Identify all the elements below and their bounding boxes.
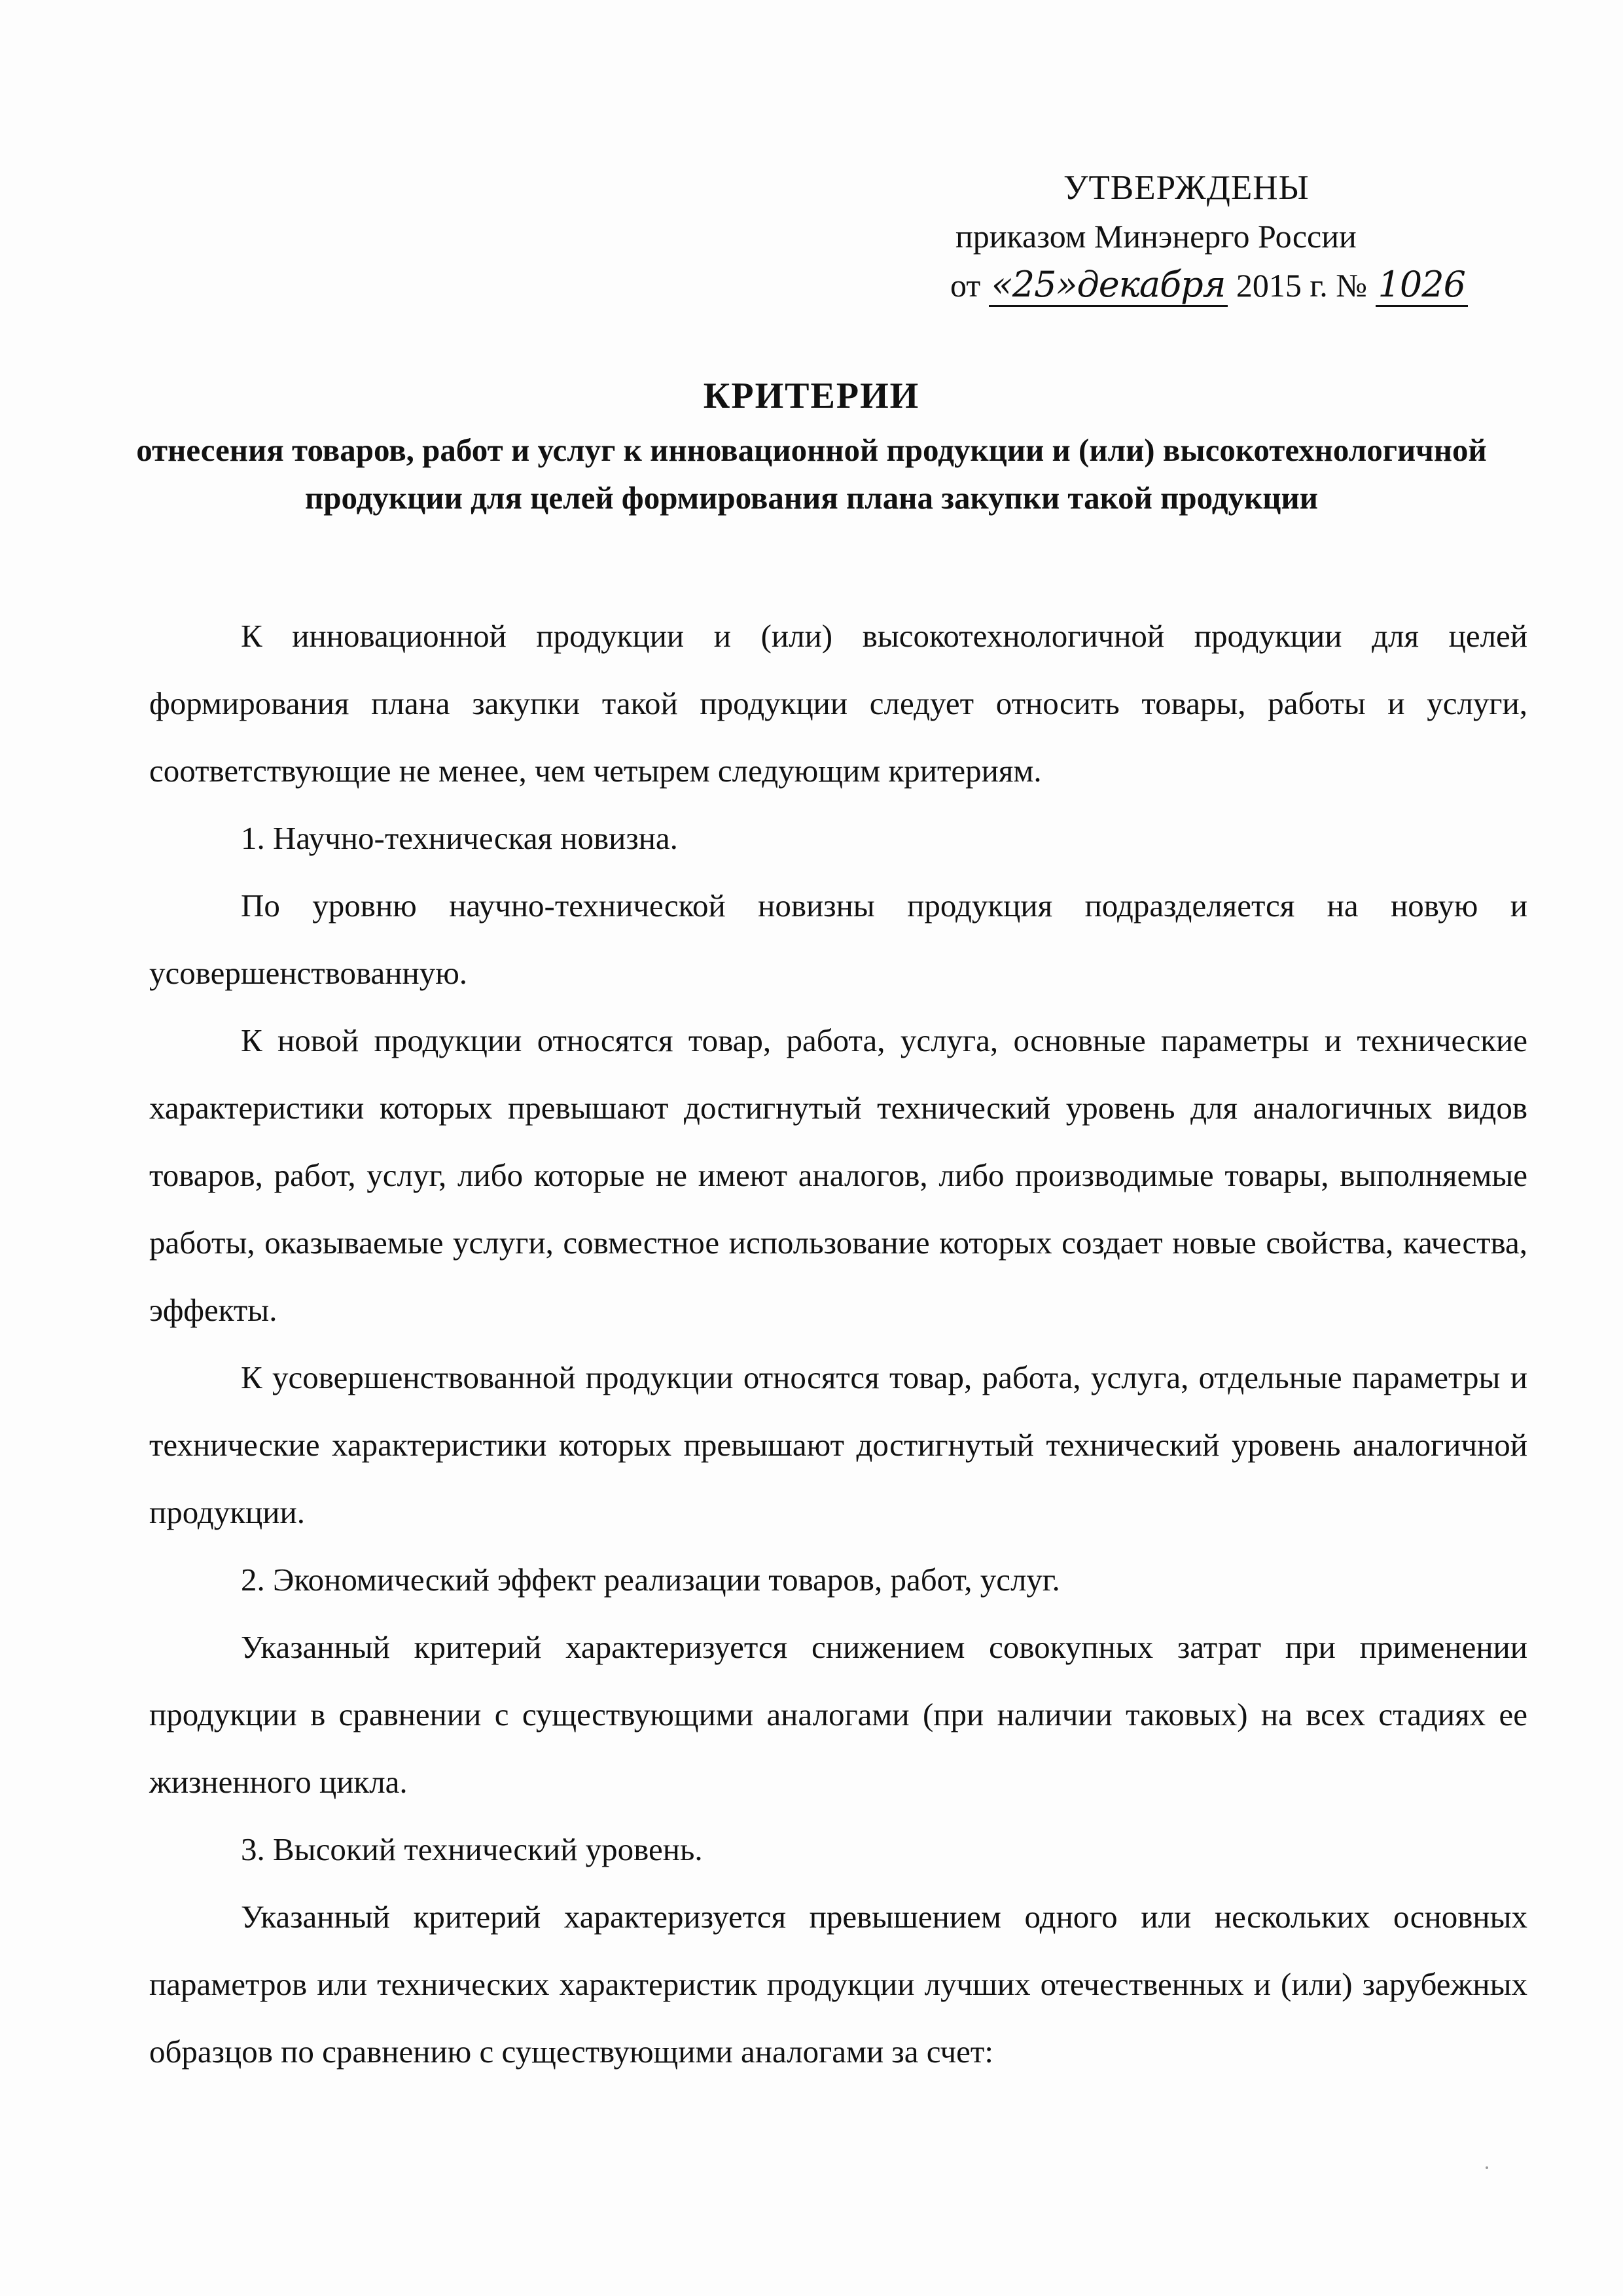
approved-label: УТВЕРЖДЕНЫ [1063,169,1310,207]
document-heading [98,370,1525,522]
order-date-line [950,260,1544,310]
date-prefix: от [950,267,981,304]
criterion-1-heading: 1. Научно-техническая новизна. [241,820,678,856]
scan-speck [1486,2166,1488,2169]
approval-stamp [950,164,1544,310]
document-title: КРИТЕРИИ [703,376,920,416]
handwritten-order-number: 1026 [1376,264,1468,307]
criterion-3-heading: 3. Высокий технический уровень. [241,1831,703,1867]
paragraph: К новой продукции относятся товар, работа, услуга, основные параметры и технические характеристики которых превышают достигнутый технический уровень для аналогичных видов товаров, работ, услуг, либо которые не имеют аналогов, либо производимые товары, выполняемые работы, оказываемые услуги, совместное использование которых создает новые свойства, качества, эффекты. [149,1022,1527,1328]
handwritten-day: «25»декабря [989,264,1228,307]
order-issuer: приказом Минэнерго России [955,218,1357,255]
order-year: 2015 г. [1236,267,1328,304]
paragraph: Указанный критерий характеризуется снижением совокупных затрат при применении продукции в сравнении с существующими аналогами (при наличии таковых) на всех стадиях ее жизненного цикла. [149,1629,1527,1800]
handwritten-month: декабря [1077,264,1226,305]
paragraph: Указанный критерий характеризуется превышением одного или нескольких основных параметров или технических характеристик продукции лучших отечественных и (или) зарубежных образцов по сравнению с существующими аналогами за счет: [149,1899,1527,2070]
criterion-2-heading: 2. Экономический эффект реализации товаров, работ, услуг. [241,1562,1060,1598]
paragraph: К усовершенствованной продукции относятся товар, работа, услуга, отдельные параметры и технические характеристики которых превышают достигнутый технический уровень аналогичной продукции. [149,1359,1527,1530]
number-prefix: № [1336,267,1367,304]
document-subtitle: отнесения товаров, работ и услуг к инновационной продукции и (или) высокотехнологичной продукции для целей формирования плана закупки такой продукции [136,432,1487,516]
intro-paragraph: К инновационной продукции и (или) высокотехнологичной продукции для целей формирования плана закупки такой продукции следует относить товары, работы и услуги, соответствующие не менее, чем четырем следующим критериям. [149,618,1527,789]
paragraph: По уровню научно-технической новизны продукция подразделяется на новую и усовершенствованную. [149,888,1527,991]
document-body [149,602,1527,2085]
